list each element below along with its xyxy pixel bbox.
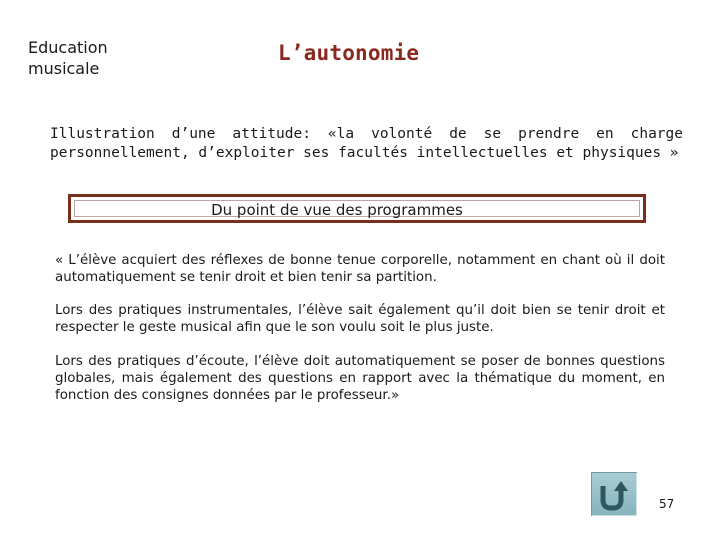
section-heading: Du point de vue des programmes	[211, 201, 463, 219]
body-paragraph-3: Lors des pratiques d’écoute, l’élève doit automatiquement se poser de bonnes questions globales, mais également des questions en rapport avec la thématique du moment, en fonction des consignes données par le professeur.»	[55, 354, 665, 403]
return-button[interactable]	[591, 472, 637, 516]
return-u-turn-icon	[591, 472, 637, 516]
section-heading-box	[68, 194, 646, 223]
slide-title: L’autonomie	[278, 41, 420, 65]
subject-label-line2: musicale	[28, 59, 100, 78]
subject-label-line1: Education	[28, 38, 108, 57]
intro-text: Illustration d’une attitude: «la volonté de se prendre en charge personnellement, d’exploiter ses facultés intellectuelles et physiques »	[50, 126, 683, 161]
subject-label	[28, 37, 158, 79]
body-paragraph-1: « L’élève acquiert des réflexes de bonne tenue corporelle, notamment en chant où il doit automatiquement se tenir droit et bien tenir sa partition.	[55, 253, 665, 285]
body-paragraph-2: Lors des pratiques instrumentales, l’élève sait également qu’il doit bien se tenir droit et respecter le geste musical afin que le son voulu soit le plus juste.	[55, 303, 665, 335]
page-number: 57	[659, 497, 675, 511]
